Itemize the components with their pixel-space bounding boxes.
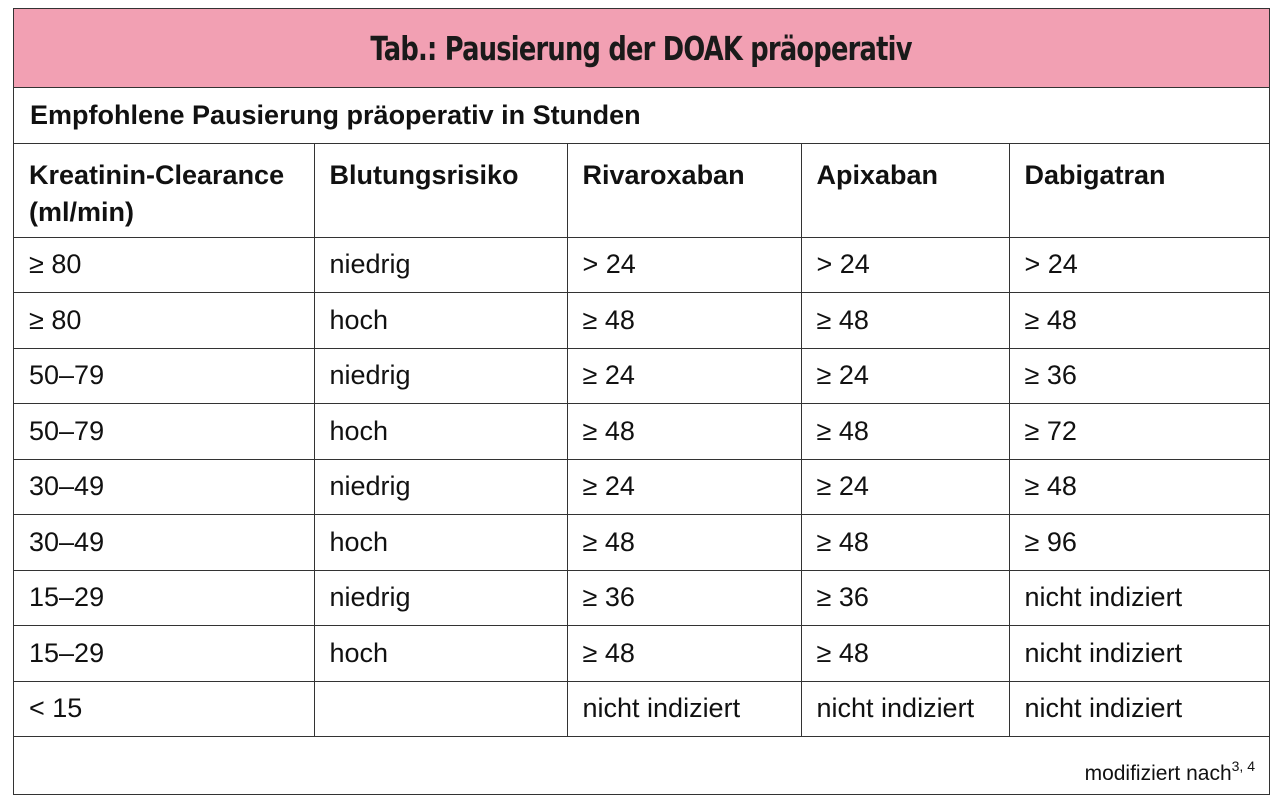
cell-dabigatran: ≥ 36 [1009, 348, 1269, 404]
cell-kreatinin-clearance: 50–79 [14, 404, 314, 460]
source-note [1085, 758, 1255, 786]
cell-dabigatran: > 24 [1009, 237, 1269, 293]
header-blutungsrisiko: Blutungsrisiko [314, 144, 567, 237]
cell-dabigatran: ≥ 48 [1009, 293, 1269, 349]
table-title: Tab.: Pausierung der DOAK präoperativ [370, 28, 913, 68]
header-row [14, 144, 1269, 237]
doak-table [14, 144, 1269, 737]
cell-blutungsrisiko: niedrig [314, 237, 567, 293]
cell-blutungsrisiko: niedrig [314, 459, 567, 515]
cell-rivaroxaban: ≥ 48 [567, 293, 801, 349]
table-row [14, 681, 1269, 737]
cell-rivaroxaban: ≥ 48 [567, 626, 801, 682]
cell-apixaban: ≥ 48 [801, 404, 1009, 460]
table-row [14, 237, 1269, 293]
cell-dabigatran: nicht indiziert [1009, 570, 1269, 626]
cell-dabigatran: ≥ 48 [1009, 459, 1269, 515]
cell-apixaban: ≥ 48 [801, 293, 1009, 349]
cell-apixaban: ≥ 24 [801, 348, 1009, 404]
cell-rivaroxaban: ≥ 36 [567, 570, 801, 626]
table-row [14, 459, 1269, 515]
cell-blutungsrisiko: hoch [314, 626, 567, 682]
cell-kreatinin-clearance: 30–49 [14, 515, 314, 571]
cell-kreatinin-clearance: 15–29 [14, 570, 314, 626]
cell-dabigatran: nicht indiziert [1009, 626, 1269, 682]
cell-rivaroxaban: ≥ 48 [567, 515, 801, 571]
header-apixaban: Apixaban [801, 144, 1009, 237]
cell-rivaroxaban: nicht indiziert [567, 681, 801, 737]
cell-apixaban: > 24 [801, 237, 1009, 293]
cell-apixaban: ≥ 48 [801, 626, 1009, 682]
cell-dabigatran: ≥ 96 [1009, 515, 1269, 571]
cell-kreatinin-clearance: ≥ 80 [14, 293, 314, 349]
cell-blutungsrisiko: hoch [314, 404, 567, 460]
cell-apixaban: ≥ 24 [801, 459, 1009, 515]
cell-blutungsrisiko: niedrig [314, 570, 567, 626]
cell-kreatinin-clearance: 50–79 [14, 348, 314, 404]
cell-apixaban: nicht indiziert [801, 681, 1009, 737]
cell-blutungsrisiko: niedrig [314, 348, 567, 404]
table-row [14, 348, 1269, 404]
header-dabigatran: Dabigatran [1009, 144, 1269, 237]
cell-rivaroxaban: ≥ 24 [567, 459, 801, 515]
table-row [14, 570, 1269, 626]
header-kreatinin-clearance: Kreatinin-Clearance (ml/min) [14, 144, 314, 237]
source-note-text: modifiziert nach [1084, 762, 1232, 785]
table-footer [14, 737, 1269, 796]
table-frame [13, 8, 1270, 795]
cell-blutungsrisiko: hoch [314, 515, 567, 571]
cell-kreatinin-clearance: 30–49 [14, 459, 314, 515]
cell-dabigatran: nicht indiziert [1009, 681, 1269, 737]
title-bar [14, 9, 1269, 88]
cell-rivaroxaban: > 24 [567, 237, 801, 293]
table-row [14, 404, 1269, 460]
source-note-references: 3, 4 [1231, 758, 1255, 774]
cell-rivaroxaban: ≥ 48 [567, 404, 801, 460]
table-row [14, 626, 1269, 682]
table-row [14, 293, 1269, 349]
cell-kreatinin-clearance: 15–29 [14, 626, 314, 682]
table-subtitle: Empfohlene Pausierung präoperativ in Stunden [14, 88, 1269, 144]
table-row [14, 515, 1269, 571]
cell-rivaroxaban: ≥ 24 [567, 348, 801, 404]
cell-kreatinin-clearance: ≥ 80 [14, 237, 314, 293]
cell-apixaban: ≥ 36 [801, 570, 1009, 626]
header-rivaroxaban: Rivaroxaban [567, 144, 801, 237]
cell-dabigatran: ≥ 72 [1009, 404, 1269, 460]
cell-blutungsrisiko: hoch [314, 293, 567, 349]
cell-blutungsrisiko [314, 681, 567, 737]
cell-apixaban: ≥ 48 [801, 515, 1009, 571]
cell-kreatinin-clearance: < 15 [14, 681, 314, 737]
